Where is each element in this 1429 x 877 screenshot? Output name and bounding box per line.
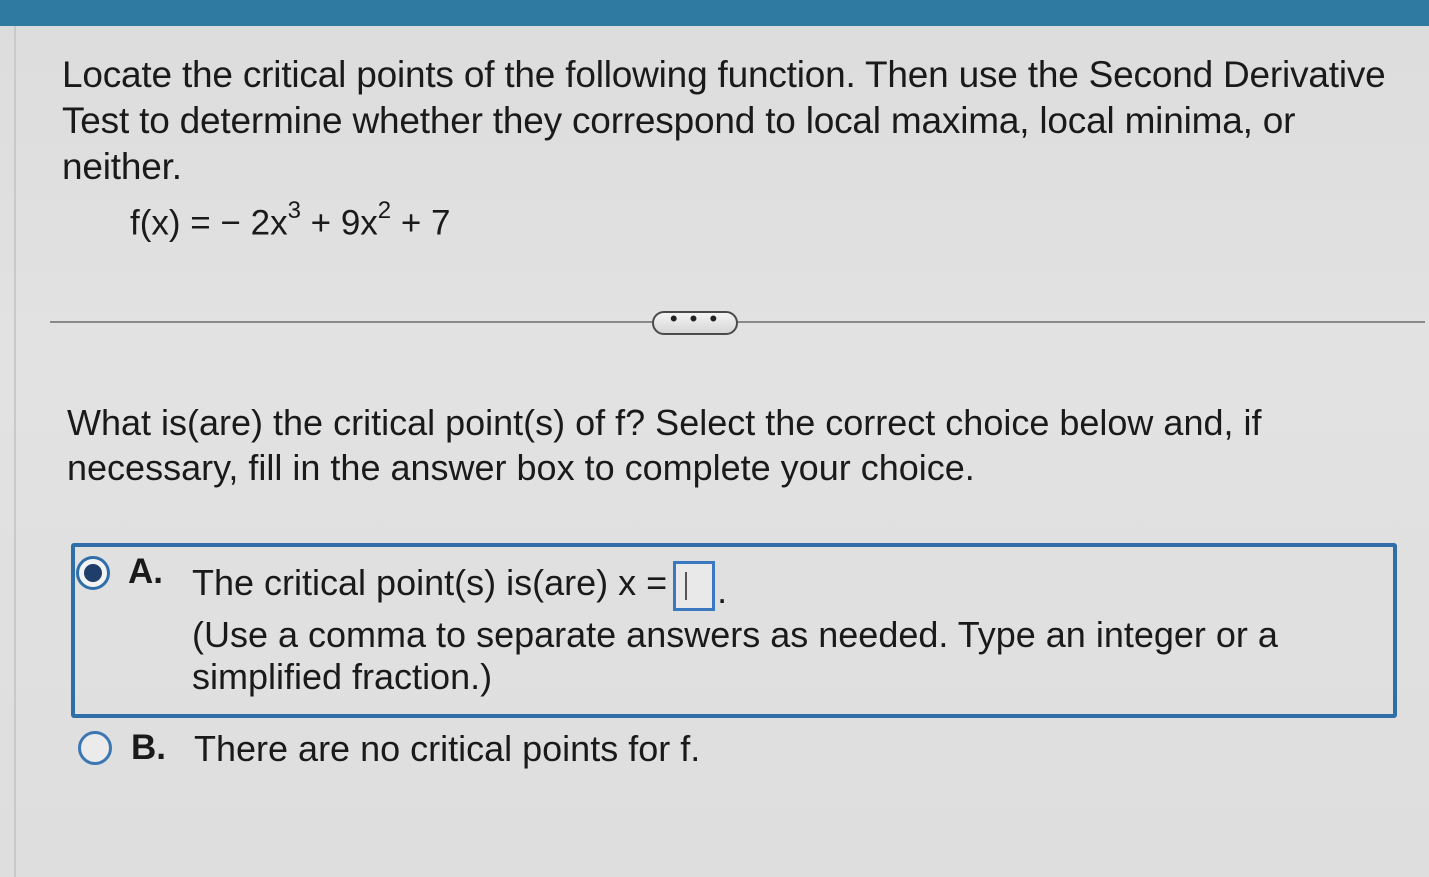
expand-more-button[interactable] (652, 306, 738, 335)
equation-exponent-2: 2 (377, 197, 392, 224)
choice-a-text: The critical point(s) is(are) x = (192, 562, 668, 603)
radio-selected-dot-icon (84, 564, 102, 582)
choice-a-period: . (717, 570, 728, 611)
choice-b-letter: B. (131, 728, 166, 767)
equation-term-1: − 2x (220, 203, 288, 243)
question-instruction: Locate the critical points of the following function. Then use the Second Derivative Test to determine whether they correspond to local maxima, local minima, or neither. (62, 54, 1386, 187)
answer-input-box[interactable] (673, 561, 715, 611)
equation-exponent-1: 3 (287, 197, 301, 224)
text-cursor (685, 572, 687, 600)
equation-lhs: f(x) = (130, 203, 221, 243)
choice-a-radio[interactable] (76, 556, 110, 590)
choice-a-note: (Use a comma to separate answers as needed. Type an integer or a simplified fraction.) (192, 614, 1278, 697)
ellipsis-icon: • • • (669, 306, 721, 331)
choice-a-statement (192, 558, 728, 611)
choice-b-radio[interactable] (78, 731, 112, 765)
part-prompt: What is(are) the critical point(s) of f? Select the correct choice below and, if necessary, fill in the answer box to complete your choice. (67, 402, 1262, 488)
function-equation (130, 190, 451, 249)
equation-term-2: + 9x (300, 203, 378, 243)
equation-term-3: + 7 (391, 203, 451, 243)
left-border (14, 26, 16, 877)
choice-a-letter: A. (128, 552, 163, 591)
choice-b-text[interactable]: There are no critical points for f. (194, 728, 701, 769)
top-bar (0, 0, 1429, 26)
